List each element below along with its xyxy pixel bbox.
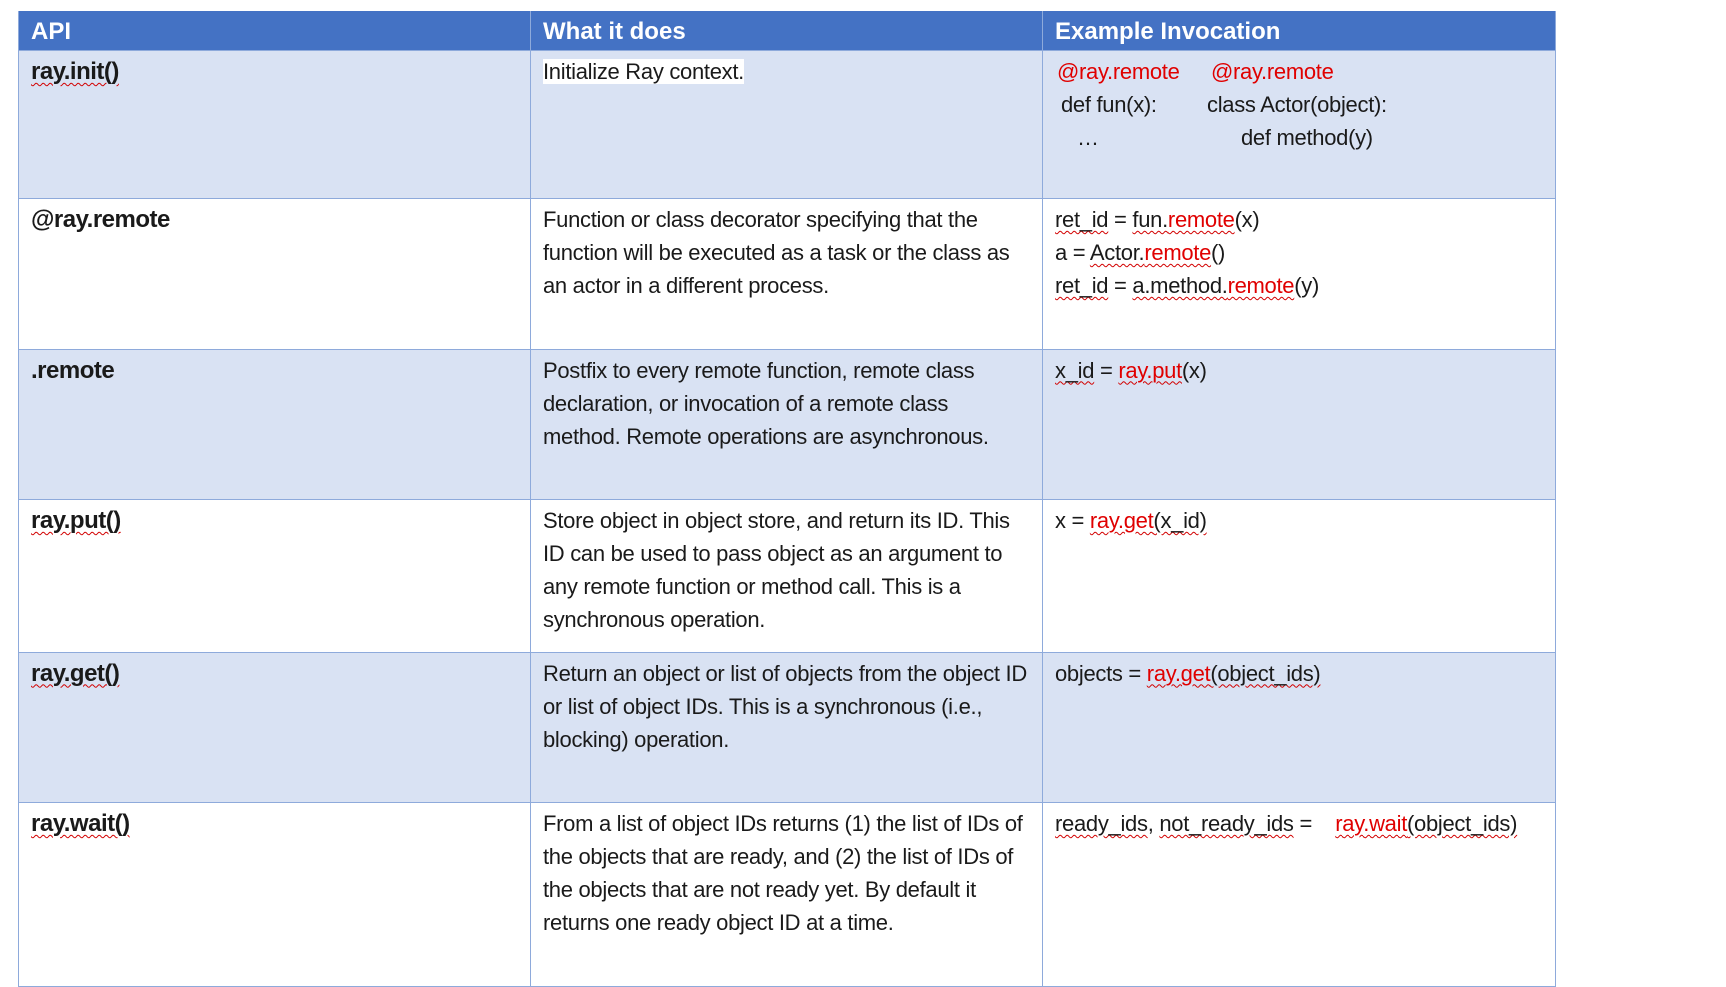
code-line-1: objects = ray.get(object_ids) [1055,660,1321,686]
header-api: API [19,11,531,51]
table-row-ray-init [19,51,1556,199]
header-row [19,11,1556,51]
code-class-actor: class Actor(object): [1207,92,1387,117]
header-example-invocation: Example Invocation [1043,11,1556,51]
table-row-ray-get [19,652,1556,802]
desc-cell [531,349,1043,499]
header-what-it-does: What it does [531,11,1043,51]
example-cell [1043,199,1556,349]
api-description: Postfix to every remote function, remote class declaration, or invocation of a remote class method. Remote operations are asynchronous. [543,357,989,449]
table-row-ray-wait [19,803,1556,987]
api-name: .remote [31,356,115,384]
api-description: Store object in object store, and return its ID. This ID can be used to pass object as an argument to any remote function or method call. This is a synchronous operation. [543,508,1010,633]
code-line-3: ret_id = a.method.remote(y) [1055,273,1319,299]
api-description: Initialize Ray context. [543,59,744,84]
api-cell [19,51,531,199]
api-cell [19,199,531,349]
desc-cell [531,51,1043,199]
api-cell [19,349,531,499]
api-name: ray.put() [31,507,121,535]
api-description: From a list of object IDs returns (1) the list of IDs of the objects that are ready, and (2) the list of IDs of the objects that are not ready yet. By default it returns one ready object ID at a time. [543,811,1023,936]
api-name: ray.get() [31,659,120,687]
api-cell [19,652,531,802]
code-line-1: ret_id = fun.remote(x) [1055,207,1260,233]
code-line-1: ready_ids, not_ready_ids = ray.wait(object_ids) [1055,811,1518,837]
code-def-fun: def fun(x): [1061,92,1157,117]
ray-api-table [18,11,1556,987]
api-name: ray.wait() [31,810,130,838]
table-row-ray-remote-decorator [19,199,1556,349]
api-name: @ray.remote [31,206,170,234]
example-cell [1043,51,1556,199]
api-name: ray.init() [31,58,119,85]
desc-cell [531,199,1043,349]
desc-cell [531,652,1043,802]
api-cell [19,803,531,987]
code-decorator-fn: @ray.remote [1057,59,1180,84]
desc-cell [531,803,1043,987]
code-line-1: x = ray.get(x_id) [1055,508,1207,534]
example-cell [1043,803,1556,987]
code-decorator-cls: @ray.remote [1211,59,1334,84]
code-def-method: def method(y) [1241,125,1373,150]
table-row-ray-put [19,500,1556,653]
table-row-remote-postfix [19,349,1556,499]
api-description: Function or class decorator specifying that the function will be executed as a task or the class as an actor in a different process. [543,207,1010,299]
example-cell [1043,652,1556,802]
api-description: Return an object or list of objects from the object ID or list of object IDs. This is a synchronous (i.e., blocking) operation. [543,660,1027,752]
example-code [1055,55,1543,155]
api-cell [19,500,531,653]
example-cell [1043,349,1556,499]
code-line-2: a = Actor.remote() [1055,240,1226,266]
example-cell [1043,500,1556,653]
code-line-1: x_id = ray.put(x) [1055,357,1207,383]
desc-cell [531,500,1043,653]
code-ellipsis: … [1077,125,1099,150]
